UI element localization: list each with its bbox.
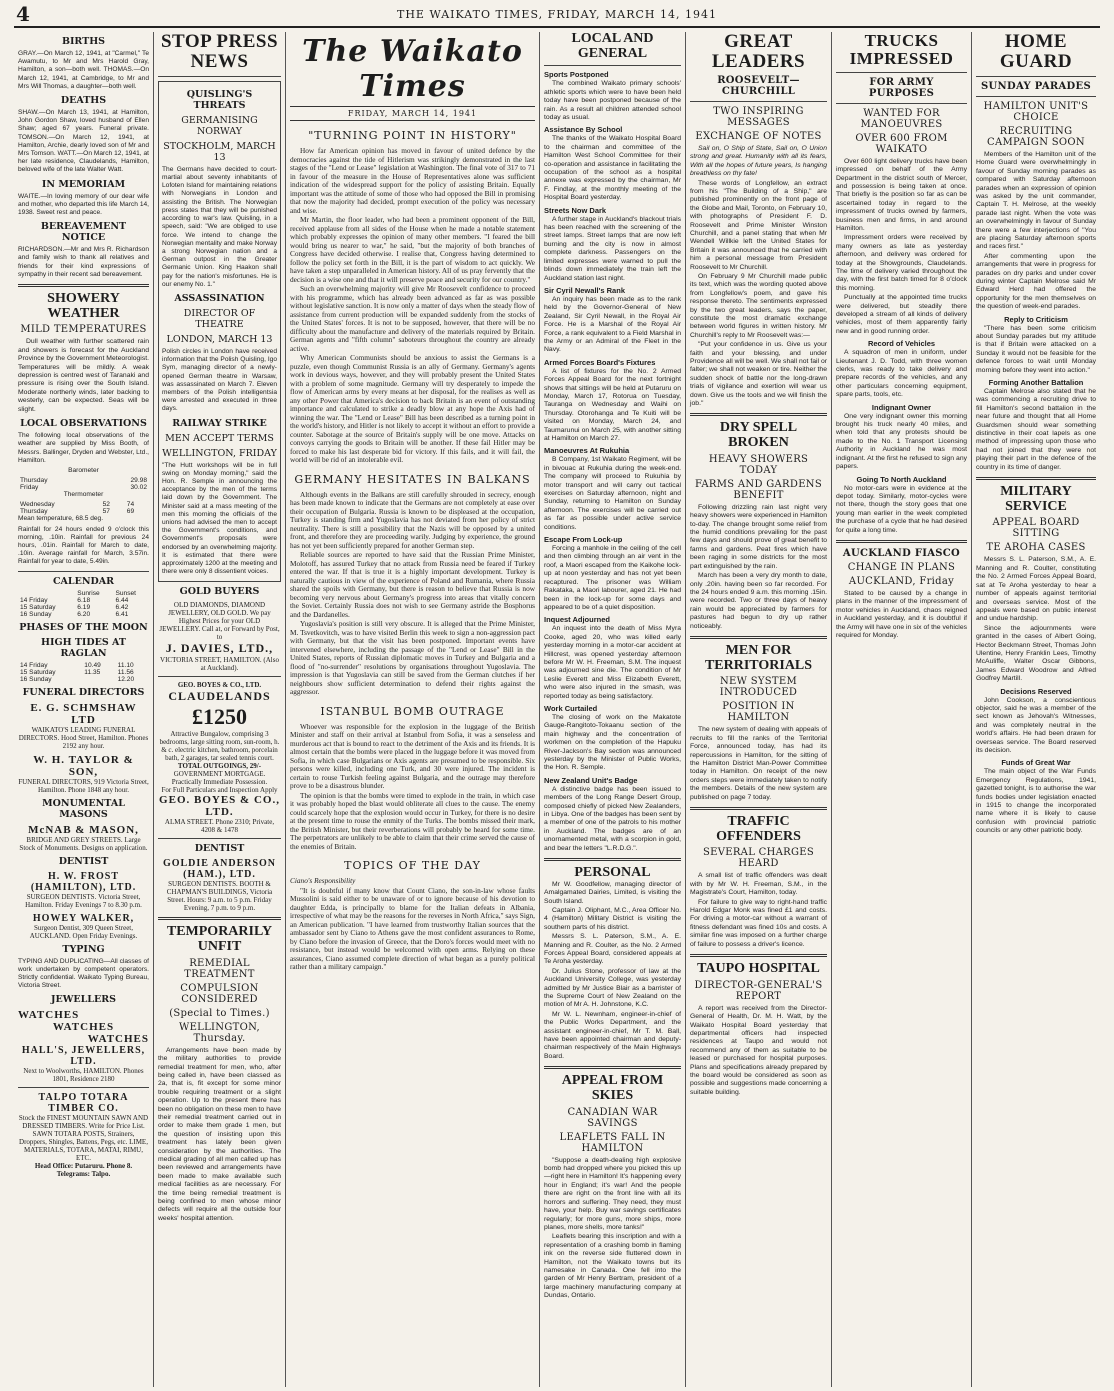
mean-temperature: Mean temperature, 68.5 deg.: [18, 515, 104, 523]
births-text: GRAY.—On March 12, 1941, at "Carmel," Te Awamutu, to Mr and Mrs Harold Gray, Hamilton, a son—both well. THOMAS.—On March 12, 1941, at Cambridge, to Mr and Mrs Will Thomas, a daughter—both well.: [18, 50, 149, 90]
personal-para: Dr. Julius Stone, professor of law at the Auckland University College, was yesterday admitted by Mr Justice Blair as a barrister of the Supreme Court of New Zealand on the motion of Mr A. H. Johnstone, K.C.: [544, 967, 681, 1009]
stop-press-box: [158, 81, 281, 583]
news-item-text: An inquest into the death of Miss Myra Cooke, aged 20, who was killed early yesterday morning in a motor-car accident at Hillcrest, was opened yesterday afternoon before Mr W. H. Freeman, S.M. The inquest was adjourned sine die. The condition of Mr Leslie Everett and Miss Elizabeth Everett, who were also injured in the smash, was reported today as being satisfactory.: [544, 625, 681, 700]
military-service-para: Messrs S. L. Paterson, S.M., A. E. Manning and R. Coulter, constituting the No. 2 Armed Forces Appeal Board, sat at Te Aroha yesterday to hear a number of appeals against territorial and overseas service. Most of the appeals were based on public interest and undue hardship.: [976, 556, 1096, 623]
news-item-text: An inquiry has been made as to the rank held by the Governor-General of New Zealand, Sir Cyril Newall, in the Royal Air Force. He is a Marshal of the Royal Air Force, a rank equivalent to a Field Marshal in the Army or an Admiral of the Fleet in the Navy.: [544, 295, 681, 354]
thermometer-label: Thermometer: [63, 491, 104, 499]
news-item-heading: New Zealand Unit's Badge: [544, 775, 638, 785]
deaths-heading: DEATHS: [60, 95, 107, 107]
news-item-heading: Manoeuvres At Rukuhia: [544, 446, 630, 456]
editorial-1-para: Why American Communists should be anxious to assist the Germans is a puzzle, even though Communist Russia is an ally of Germany. Germany's agents work in devious ways, however, and they will probably present the United States with a problem of some magnitude. Germany will try desperately to impede the flow of American arms by every means at her disposal, for the realises as well as any other Power that America's decision to back Britain is an event of outstanding importance and calculated to strike a deadly blow at any hope the Axis had of winning the war. The "Lend or Lease" Bill has been described as a turning point in the world's history, and Hitler is not likely to accept it without an effort to provide a counter. Sabotage at the source of Britain's supply will be one move. Attacks on convoys carrying the goods to Britain will be another. If these fail Hitler may be forced to make his last desperate bid for victory. If this fails, and it will fail, the world will be rid of an intolerable evil.: [290, 353, 535, 464]
column-editorial: [286, 32, 540, 1387]
column-home-guard: [972, 32, 1100, 1387]
trucks-para: Punctually at the appointed time trucks were delivered, but steadily there developed a stream of all kinds of delivery vehicles, most of them apparently fairly new and in good running order.: [836, 294, 967, 335]
quisling-text: The Germans have decided to court-martial about seventy inhabitants of Lofoten Island for maintaining relations with Norwegians in London and assisting the British. The Norwegian press states that they will be punished according to war's law. Quisling, in a speech, said: "We are obliged to use force. We intend to change the Norwegian mentality and make Norway a strong Norwegian nation and a German outpost in the Greater Germanic Union. King Haakon shall pay for the nation's misfortunes. He is our enemy No. 1.": [162, 165, 277, 288]
tides-heading: HIGH TIDES AT RAGLAN: [41, 636, 126, 659]
editorial-1-para: Mr Martin, the floor leader, who had been a prominent opponent of the Bill, received applause from all sides of the House when he made a notable statement which probably expresses the opinion of many other members. "I feared the bill would bring us nearer to war," he said, "but the majority of both branches of Congress have decided otherwise. I realise that, Congress having determined to follow the policy set forth in the Bill, it is the part of wisdom to act quickly. We have taken a step unparalleled in American history. All of us pray fervently that the decision is a wise one and that it will preserve peace and security for our country.": [290, 215, 535, 284]
home-guard-subhead: SUNDAY PARADES: [981, 80, 1091, 92]
observations-heading: LOCAL OBSERVATIONS: [20, 418, 147, 430]
running-head: [14, 2, 1100, 28]
home-guard-para: Members of the Hamilton unit of the Home Guard were overwhelmingly in favour of Sunday morning parades as compared with Saturday afternoon parades when an expression of opinion was asked by the unit commander, Captain T. H. Melrose, at the weekly parade last night. When the vote was an overwhelmingly in favour of Sunday there were a few interjections of "You are placing Saturday afternoon sports and races first.": [976, 150, 1096, 251]
assassination-heading: ASSASSINATION: [174, 292, 265, 304]
editorial-4-para: "It is doubtful if many know that Count Ciano, the son-in-law whose faults Mussolini is said either to be unaware of or to ignore because of his devotion to daughter Edda, is principally to blame for the Italian defeats in Albania, irrespective of what may be the reasons for the reverses in North Africa," says Sign, an American publication. "I have learned from trustworthy Italian sources that the ambassador sent by Ciano to Athens gave the most confident assurances to Rome, by Ciano before the invasion of Greece, that the Doro's forces would meet with no resistance, but instead would be welcomed with open arms. Relying on these assurances, Ciano assumed complete direction of what began as a purely political rather than a military campaign.": [290, 885, 535, 971]
assassination-dateline: LONDON, MARCH 13: [166, 333, 273, 345]
reply-heading: Reply to Criticism: [1004, 314, 1068, 324]
personal-para: Messrs S. L. Paterson, S.M., A. E. Manning and R. Coulter, as the No. 2 Armed Forces Appeal Board, considered appeals at Te Aroha yesterday.: [544, 933, 681, 966]
dentist-heading: DENTIST: [58, 855, 109, 867]
great-leaders-headline: GREAT LEADERS: [711, 32, 806, 72]
taupo-para: A report was received from the Director-General of Health, Dr. M. H. Watt, by the Waikato Hospital Board yesterday that departmental officers had inspected residences at Taupo and would not recommend any of them as suitable to be leased or purchased for hospital purposes. Plans and specifications already prepared by the board would be considered as soon as possible and suggestions made concerning a suitable building.: [690, 1004, 827, 1096]
great-leaders-para: These words of Longfellow, an extract from his "The Building of a Ship," are published prominently on the front page of the Globe and Mail, Toronto, on February 10, with photographs of President F. D. Roosevelt and Prime Minister Winston Churchill, and a panel stating that when Mr Wendell Willkie left the United States for Britain it was announced that he carried with him a personal message from President Roosevelt to Mr Churchill.: [690, 179, 827, 271]
unfit-dateline: WELLINGTON, Thursday.: [178, 1021, 260, 1044]
editorial-3-para: Whoever was responsible for the explosion in the luggage of the British Minister and staff on their arrival at Istanbul from Sofia, it was a senseless and murderous act that is bound to react to the detriment of the Axis and its friends. It is almost certain that the bombs were placed in the luggage before it was moved from Sofia, in which case Bulgarians or Axis agents are presumed to be responsible. Six persons were killed, including one Turk, and 30 were injured. The incident is certain to rouse Turkish feeling against Bulgaria, and the outrage may therefore prove to be a disastrous blunder.: [290, 721, 535, 790]
editorial-3-heading: ISTANBUL BOMB OUTRAGE: [320, 704, 505, 718]
column-trucks: [832, 32, 972, 1387]
reply-text: "There has been some criticism about Sunday parades but my attitude is that if Britain were attacked on a Sunday it would not be feasible for the defence forces to wait until Monday morning before they went into action.": [976, 324, 1096, 374]
editorial-2-heading: GERMANY HESITATES IN BALKANS: [294, 472, 531, 486]
military-service-subhead-2: TE AROHA CASES: [986, 542, 1086, 554]
memoriam-heading: IN MEMORIAM: [41, 178, 126, 190]
typing-heading: TYPING: [62, 943, 105, 955]
home-guard-para: After commenting upon the arrangements that were in progress for parades on dry parks and under cover during winter Captain Melrose said Mr Edward Herd had offered the opportunity for the men themselves on the question of week-end parades.: [976, 252, 1096, 311]
appeal-subhead-2: LEAFLETS FALL IN HAMILTON: [559, 1131, 666, 1154]
home-guard-subhead-2: HAMILTON UNIT'S CHOICE: [983, 100, 1089, 123]
thermometer-table: Wednesday 52 74 Thursday 57 69: [20, 501, 135, 516]
decisions-heading: Decisions Reserved: [1000, 686, 1072, 696]
news-item-text: A distinctive badge has been issued to members of the Long Range Desert Group, composed chiefly of picked New Zealanders, in Libya. One of the badges has been sent by a member of one of the patrols to his mother in Auckland. The badges are of an unornamented metal, with a scorpion in gold, and bear the letters "L.R.D.G.".: [544, 785, 681, 852]
fiasco-subhead: CHANGE IN PLANS: [847, 561, 956, 573]
bereavement-heading: BEREAVEMENT NOTICE: [40, 221, 127, 244]
news-item-text: The combined Waikato primary schools' athletic sports which were to have been held today have been postponed because of the rain. As a result all children attended school today as usual.: [544, 80, 681, 121]
dentist-ad-2: HOWEY WALKER, Surgeon Dentist, 309 Queen Street, AUCKLAND. Open Friday Evenings.: [29, 912, 138, 940]
personal-headline: PERSONAL: [574, 865, 651, 881]
rainfall-text: Rainfall for 24 hours ended 9 o'clock this morning, .10in. Rainfall for previous 24 hours, .01in. Rainfall for March to date, .10in. Average rainfall for March, 3.57in. Rainfall for year to date, 5.49in.: [18, 525, 149, 566]
masthead: The Waikato Times: [302, 34, 523, 104]
observations-text: The following local observations of the weather are supplied by Miss Booth, of Messrs. Ballinger, Dryden and Webster, Ltd., Hamilton.: [18, 432, 149, 464]
battalion-heading: Forming Another Battalion: [988, 378, 1084, 388]
weather-text: Dull weather with further scattered rain and showers is forecast for the Auckland Province by the Government Meteorologist. Temperatures will be mildly. A weak depression is centred west of Taranaki and pressure is rising over the South Island. Moderate northerly winds, later backing to westerly, can be expected. Seas will be slight.: [18, 338, 149, 413]
unfit-special: (Special to Times.): [169, 1007, 270, 1019]
weather-subhead: MILD TEMPERATURES: [20, 324, 147, 336]
dry-spell-para: Following drizzling rain last night very heavy showers were experienced in Hamilton to-day. The change brought some relief from the humid conditions prevailing for the past few days and should prove of great benefit to farms and gardens. Peat fires which have been raging in some districts for the most part extinguished by the rain.: [690, 503, 827, 570]
trucks-para: Over 600 light delivery trucks have been impressed on behalf of the Army Department in the district south of Mercer, and possession is being taken at once. That briefly is the position so far as can be ascertained today in regard to the impressment of trucks owned by farmers, business men and firms, in and around Hamilton.: [836, 157, 967, 232]
territorials-subhead: NEW SYSTEM INTRODUCED: [719, 676, 798, 699]
dry-spell-headline: DRY SPELL BROKEN: [719, 420, 798, 451]
appeal-headline: APPEAL FROM SKIES: [561, 1073, 664, 1103]
territorials-para: The new system of dealing with appeals of recruits to fill the ranks of the Territorial Force, announced today, has had its repercussions in Hamilton, for the sitting of the Hamilton District Man-Power Committee today in Hamilton. On receipt of the new orders steps were immediately taken to notify the members. Details of the new system are published on page 7 today.: [690, 726, 827, 801]
typing-text: TYPING AND DUPLICATING—All classes of work undertaken by competent operators. Strictly confidential. Waikato Typing Bureau, Victoria Street.: [18, 957, 149, 990]
column-stop-press: [154, 32, 286, 1387]
quisling-dateline: STOCKHOLM, MARCH 13: [163, 140, 276, 163]
editorial-2-para: Reliable sources are reported to have said that the Russian Prime Minister, Molotoff, has assured Turkey that no attack from Russia need be feared if Turkey entered the war. If that is true it is a highly important development. Turkey is naturally cautious in view of the experience of Poland and Rumania, where Russia shared the spoils with Germany, but there is reason to believe that Russia is now becoming very nervous about Germany's progress into areas that vitally concern the Soviet. Certainly Russia does not wish to see Germany astride the Bosphorus and the Dardanelles.: [290, 550, 535, 619]
watches-ad: WATCHES WATCHES WATCHES HALL'S, JEWELLERS, LTD. Next to Woolworths, HAMILTON. Phones 1801, Residence 2180: [18, 1009, 149, 1084]
stop-press-headline: STOP PRESS NEWS: [160, 32, 279, 72]
news-item-heading: Sports Postponed: [544, 70, 609, 80]
dentist-heading-2: DENTIST: [194, 843, 245, 855]
deaths-text: SHAW.—On March 13, 1941, at Hamilton, John Gordon Shaw, loved husband of Ellen Shaw; aged 67 years. Funeral private. TOMSON.—On March 12, 1941, at Hamilton, Archie, dearly loved son of Mr and Mrs Tomson. WATT.—On March 12, 1941, at her late residence, Claudelands, Hamilton, beloved wife of the late Walter Watt.: [18, 109, 149, 174]
funds-text: The main object of the War Funds Emergency Regulations, 1941, gazetted tonight, is to authorise the war funds bodies under legislation enacted in 1915 to change the incorporated name where it is likely to cause confusion with provincial patriotic councils or any other patriotic body.: [976, 768, 1096, 835]
traffic-para: A small list of traffic offenders was dealt with by Mr W. H. Freeman, S.M., in the Magistrate's Court, Hamilton, today.: [690, 872, 827, 897]
news-item-heading: Armed Forces Board's Fixtures: [544, 357, 656, 367]
claudelands-ad: GEO. BOYES & CO., LTD. CLAUDELANDS £1250 Attractive Bungalow, comprising 3 bedrooms, large sitting room, sun-room, h. & c. electric kitchen, bathroom, porcelain bath, 2 garages, tar sealed tennis court. TOTAL OUTGOINGS, 29/- GOVERNMENT MORTGAGE. Practically Immediate Possession. For Full Particulars and Inspection Apply GEO. BOYES & CO., LTD. ALMA STREET. Phone 2310; Private, 4208 & 1478: [159, 681, 280, 835]
funeral-heading: FUNERAL DIRECTORS: [22, 686, 145, 698]
territorials-headline: MEN FOR TERRITORIALS: [704, 642, 813, 673]
decisions-text: John Cookson, a conscientious objector, said he was a member of the sect known as Jehovah's Witnesses, and was completely neutral in the world's affairs. He had been drawn for overseas service. The Board reserved its decision.: [976, 696, 1096, 754]
editorial-2-para: Although events in the Balkans are still carefully shrouded in secrecy, enough has been made known to indicate that the Germans are not completely at ease over their occupation of Bulgaria. Russia is known to be displeased at the occupation, Turkey is standing firm and Yugoslavia has not deviated from her policy of strict neutrality. There is still a possibility that the Nazis will be opposed by a united front, and therefore they are proceeding warily. Judging by experience, the ground has not yet been sufficiently prepared for another German step.: [290, 489, 535, 550]
great-leaders-para: Sail on, O Ship of State, Sail on, O Union strong and great. Humanity with all its fears, With all the hopes of future years, Is hanging breathless on thy fate!: [690, 144, 827, 178]
record-text: A squadron of men in uniform, under Lieutenant J. D. Todd, with three women clerks, was ready to take delivery and prepare records of the vehicles, and any other particulars concerning equipment, spare parts, tools, etc.: [836, 349, 967, 399]
funds-heading: Funds of Great War: [1001, 758, 1071, 768]
news-item-text: The closing of work on the Makatote Gauge-Rangitoto-Tokaanu section of the main highway and the concentration of workmen on the completion of the Hapuku River-Jackson's Bay section was announced yesterday by the Minister of Public Works, the Hon. R. Semple.: [544, 713, 681, 772]
bereavement-text: RICHARDSON.—Mr and Mrs R. Richardson and family wish to thank all relatives and friends for their kind expressions of sympathy in their recent sad bereavement.: [18, 246, 149, 278]
barometer-label: Barometer: [68, 466, 99, 474]
home-guard-headline: HOME GUARD: [999, 32, 1073, 72]
traffic-subhead: SEVERAL CHARGES HEARD: [702, 847, 814, 870]
fiasco-text: Stated to be caused by a change in plans in the manner of the impressment of motor vehicles in Auckland, chaos reigned in Auckland yesterday, and it is doubtful if the Army will have one in six of the vehicles required for Monday.: [836, 589, 967, 639]
unfit-subhead-2: COMPULSION CONSIDERED: [180, 982, 259, 1005]
battalion-text: Captain Melrose also stated that he was commencing a recruiting drive to fill Hamilton's second battalion in the near future and thought that all Home Guardsmen should wear something distinctive in their coat lapels as one method of impressing upon those who had not joined that they were not playing their part in the defence of the country in its time of danger.: [976, 388, 1096, 471]
news-item-heading: Streets Now Dark: [544, 205, 607, 215]
news-item-text: A further stage in Auckland's blackout trials has been reached with the screening of the street lamps. Street lamps that are now left burning and the city is now in almost complete darkness. Passengers on the limited expresses were warned to pull the blinds down immediately the train left the Auckland station last night.: [544, 215, 681, 282]
strike-dateline: WELLINGTON, FRIDAY: [162, 447, 277, 459]
editorial-1-heading: "TURNING POINT IN HISTORY": [308, 129, 517, 142]
north-auckland-text: No motor-cars were in evidence at the depot today. Similarly, motor-cycles were not there, though the story goes that one young man earlier in the week completed the purchase of a cycle that he had desired for quite a long time.: [836, 484, 967, 534]
column-local-general: [540, 32, 686, 1387]
appeal-para: "Suppose a death-dealing high explosive bomb had dropped where you picked this up—right here in Hamilton! It's happening every hour in England; it's war! And the people there are right on the front line with all its horrors and suffering. They need, they must have, your help. Buy war savings certificates regularly; for more guns, more ships, more planes, more shells, more tanks!": [544, 1156, 681, 1231]
news-item-heading: Escape From Lock-up: [544, 535, 623, 545]
memoriam-text: WAITE.—In loving memory of our dear wife and mother, who departed this life March 14, 1938. Sweet rest and peace.: [18, 192, 149, 217]
editorial-1-para: How far American opinion has moved in favour of united defence by the democracies against the tide of Hitlerism was strikingly demonstrated in the last stages of the "Lend or Lease" legislation at Washington. The final vote of 317 to 71 in favour of the measure in the House of Representatives alone was sufficient indication of the widespread support for the policy of assisting Britain. Equally important was the attitude of some of those who had opposed the Bill in promising that now the majority had decided, prompt execution of the policy was necessary and wise.: [290, 146, 535, 215]
assassination-text: Polish circles in London have received information that the Polish Quisling, Igo Sym, managing director of a newly-opened German theatre in Warsaw, was assassinated on March 7. Eleven members of the Polish intelligentsia were arrested and executed in three days.: [162, 347, 277, 413]
editorial-4-subhead: Ciano's Responsibility: [290, 876, 356, 885]
calendar-table: Sunrise Sunset 14 Friday 6.18 6.44 15 Saturday 6.19 6.42 16 Sunday 6.20 6.41: [20, 589, 136, 618]
editorial-1-para: Such an overwhelming majority will give Mr Roosevelt confidence to proceed with his programme, which has already been advanced as far as was possible without legislative sanction. It is now only a matter of days when the steady flow of assistance from current production will be expanded suddenly from the stocks of the United States' forces. It is not to be supposed, however, that there will be no difficulty about the manufacture and delivery of the materials required by Britain. German agents and "fifth column" saboteurs throughout the country are already active.: [290, 284, 535, 353]
taupo-subhead: DIRECTOR-GENERAL'S REPORT: [694, 979, 823, 1002]
home-guard-subhead-3: RECRUITING CAMPAIGN SOON: [987, 125, 1085, 148]
page-number: 4: [16, 2, 30, 26]
fiasco-heading: AUCKLAND FIASCO: [842, 547, 961, 559]
trucks-para: Impressment orders were received by many owners as late as yesterday afternoon, and delivery was ordered for today at the Showgrounds, Claudelands. The time of delivery varied throughout the day, with the first batch timed for 8 o'clock this morning.: [836, 234, 967, 292]
editorial-2-para: Yugoslavia's position is still very obscure. It is alleged that the Prime Minister, M. Tsvetkovitch, was to have visited Berlin this week to sign a non-aggression pact with Germany, but that the visit has been postponed. Important events have intervened elsewhere, including the passage of the "Lend or Lease" Bill in the United States, reports of Russian diplomatic moves in Turkey and Bulgaria and a flood of "no-surrender" resolutions by organisations throughout Yugoslavia. The impression is that Yugoslavia can still be saved from the German clutches if her neighbours show sufficient determination to defend their rights against the aggressor.: [290, 619, 535, 696]
funeral-ad-2: W. H. TAYLOR & SON, FUNERAL DIRECTORS, 919 Victoria Street, Hamilton. Phone 1848 any hour.: [18, 753, 149, 794]
indignant-text: One very indignant owner this morning brought his truck nearly 40 miles, and when told that any protests should be made to the No. 1 Transport Licensing Authority in Auckland he was most indignant. At the first he refused to sign any papers.: [836, 412, 967, 471]
dry-spell-subhead-2: FARMS AND GARDENS BENEFIT: [694, 478, 822, 501]
military-service-headline: MILITARY SERVICE: [1000, 484, 1072, 514]
news-item-heading: Work Curtailed: [544, 703, 598, 713]
quisling-heading: QUISLING'S THREATS: [186, 88, 253, 111]
strike-heading: RAILWAY STRIKE: [172, 417, 267, 429]
strike-text: "The Hutt workshops will be in full swing on Monday morning," said the Hon. R. Semple in announcing the acceptance by the men of the terms laid down by the Government. The Minister said at a mass meeting of the men this morning the officials of the unions had advised the men to accept the Government's conditions, and Government's proposals were endorsed by an overwhelming majority. It is estimated that there were approximately 1200 at the meeting and there were only 8 dissentient voices.: [162, 461, 277, 576]
personal-para: Mr W. Goodfellow, managing director of Amalgamated Dairies, Limited, is visiting the South Island.: [544, 880, 681, 905]
news-item-heading: Sir Cyril Newall's Rank: [544, 285, 625, 295]
dry-spell-subhead: HEAVY SHOWERS TODAY: [708, 453, 809, 476]
tides-table: 14 Friday 10.49 11.10 15 Saturday 11.35 11.56 16 Sunday 12.20: [20, 661, 135, 683]
unfit-text: Arrangements have been made by the military authorities to provide remedial treatment for men, who, after being called in, have been classed as 2a, that is, fit except for some minor trouble requiring treatment or a slight operation. Up to the present there has been no obligation on these men to have their remedial treatment carried out in order to make them grade 1 men, but the question of insisting upon this treatment has lately been given consideration by the authorities. The medical grading of all men called up has been reviewed and arrangements have been made to make available such medical facilities as are necessary. For the time being remedial treatment is being confined to men whose minor defects will require all the outside four weeks' hospital attention.: [158, 1046, 281, 1222]
traffic-headline: TRAFFIC OFFENDERS: [716, 813, 801, 844]
appeal-subhead: CANADIAN WAR SAVINGS: [567, 1106, 658, 1129]
column-notices: [14, 32, 154, 1387]
territorials-subhead-2: POSITION IN HAMILTON: [722, 701, 795, 724]
news-item-text: A list of fixtures for the No. 2 Armed Forces Appeal Board for the next fortnight shows that sittings will be held at Putaruru on Monday, March 17, Rotorua on Tuesday, Tauranga on Wednesday and Waihi on Thursday. Otorohanga and Te Kuiti will be visited on Monday, March 24, and Taumarunui on March 25, with another sitting at Hamilton on March 27.: [544, 367, 681, 442]
gold-ad: OLD DIAMONDS, DIAMOND JEWELLERY, OLD GOLD. We pay Highest Prices for your OLD JEWELLERY. Call at, or Forward by Post, to J. DAVIES, LTD., VICTORIA STREET, HAMILTON. (Also at Auckland).: [159, 601, 280, 673]
calendar-heading: CALENDAR: [52, 575, 115, 587]
great-leaders-subhead-2: TWO INSPIRING MESSAGES: [713, 105, 804, 128]
military-service-para: Since the adjournments were granted in the cases of Albert Going, Hector Beckmann Street, Thomas John Ulentine, Henry Franklin Lees, Timothy McAuliffe, Walter Oscar Gibbons, James Edward Woodrow and Alfred Godfrey Martill.: [976, 624, 1096, 683]
running-title: THE WAIKATO TIMES, FRIDAY, MARCH 14, 1941: [397, 8, 717, 21]
jewellers-heading: JEWELLERS: [50, 994, 116, 1006]
moon-heading: PHASES OF THE MOON: [19, 621, 148, 633]
barometer-table: Thursday 29.98 Friday 30.02: [20, 477, 147, 492]
dentist-ad: H. W. FROST (HAMILTON), LTD. SURGEON DENTISTS. Victoria Street, Hamilton. Friday Evenings 7 to 8.30 p.m.: [25, 870, 142, 909]
local-general-headline: LOCAL AND GENERAL: [571, 32, 654, 61]
trucks-headline: TRUCKS IMPRESSED: [849, 32, 954, 68]
news-item-heading: Assistance By School: [544, 125, 623, 135]
indignant-heading: Indignant Owner: [871, 402, 932, 412]
news-item-text: The thanks of the Waikato Hospital Board to the chairman and committee of the Hamilton West School Committee for their co-operation and assistance in facilitating the occupation of the school as a hospital annexe was expressed by the chairman, Mr F. Findlay, at the monthly meeting of the Hospital Board yesterday.: [544, 135, 681, 202]
unfit-subhead: REMEDIAL TREATMENT: [184, 957, 255, 980]
funeral-ad-1: E. G. SCHMSHAW LTD WAIKATO'S LEADING FUNERAL DIRECTORS. Hood Street, Hamilton. Phones 2192 any hour.: [18, 701, 149, 750]
trucks-subhead: FOR ARMY PURPOSES: [868, 76, 935, 99]
editorial-dateline: FRIDAY, MARCH 14, 1941: [290, 106, 535, 121]
editorial-3-para: The opinion is that the bombs were timed to explode in the train, in which case it was probably hoped the blast would obliterate all clues to the cause. The enemy could scarcely hope that the explosion would occur in Turkey, for there is no desire at the present time to rouse the enmity of the Turks. The bombs missed their mark, the British Minister, but their reverberations will probably be heard for some time. The perpetrators are unlikely to be able to claim that their crime served the cause of the enemies of Britain.: [290, 790, 535, 851]
column-great-leaders: [686, 32, 832, 1387]
weather-headline: SHOWERY WEATHER: [47, 291, 120, 321]
trucks-subhead-3: OVER 600 FROM WAIKATO: [855, 132, 948, 155]
taupo-headline: TAUPO HOSPITAL: [697, 961, 820, 976]
military-service-subhead: APPEAL BOARD SITTING: [992, 517, 1080, 540]
gold-heading: GOLD BUYERS: [179, 586, 260, 598]
monumental-ad: McNAB & MASON, BRIDGE AND GREY STREETS. Large Stock of Monuments. Designs on application.: [19, 823, 148, 852]
monumental-heading: MONUMENTAL MASONS: [42, 797, 125, 820]
goldie-ad: GOLDIE ANDERSON (HAM.), LTD. SURGEON DENTISTS. BOOTH & CHAPMAN'S BUILDINGS, Victoria Street. Hours: 9 a.m. to 5 p.m. Friday Evening, 7 p.m. to 9 p.m.: [162, 858, 277, 913]
news-item-text: Forcing a manhole in the ceiling of the cell and then climbing through an air vent in the roof, a Maori escaped from the Kaikohe lock-up at noon yesterday and has not yet been recaptured. The prisoner was William Rakataka, a Maori labourer, aged 21. He had been in the lock-up for some days and appeared to be of a quiet disposition.: [544, 545, 681, 611]
trucks-subhead-2: WANTED FOR MANOEUVRES: [860, 107, 943, 130]
appeal-para: Leaflets bearing this inscription and with a representation of a crashing bomb in flaming ink on the reverse side fluttered down in Hamilton, not the Waikato towns but its namesake in Canada. One fell into the garden of Mr Henry Bertram, president of a large machinery manufacturing company at Dundas, Ontario.: [544, 1233, 681, 1300]
news-item-heading: Inquest Adjourned: [544, 615, 610, 625]
strike-subhead: MEN ACCEPT TERMS: [165, 432, 274, 444]
great-leaders-subhead: ROOSEVELT—CHURCHILL: [717, 74, 800, 97]
north-auckland-heading: Going To North Auckland: [856, 474, 947, 484]
great-leaders-para: "Put your confidence in us. Give us your faith and your blessing, and under Providence all will be well. We shall not fail or falter; we shall not weaken or tire. Neither the sudden shock of battle nor the long-drawn trials of vigilance and exertion will wear us down. Give us the tools and we will finish the job.": [690, 341, 827, 408]
news-item-text: B Company, 1st Waikato Regiment, will be in bivouac at Rukuhia during the week-end. The company will proceed to Rukuhia by motor transport and will carry out tactical exercises on Saturday afternoon, night and Sunday, returning to Hamilton on Sunday afternoon. The exercises will be carried out as far as possible under active service conditions.: [544, 456, 681, 531]
timber-ad: TALPO TOTARA TIMBER CO. Stock the FINEST MOUNTAIN SAWN AND DRESSED TIMBERS. Write for Price List. SAWN TOTARA POSTS, Strainers, Droppers, Shingles, Battens, Pegs, etc. LIME, MATERIALS, TOTARA, MATAI, RIMU, ETC. Head Office: Putaruru. Phone 8. Telegrams: Talpo.: [18, 1092, 149, 1179]
fiasco-dateline: AUCKLAND, Friday: [848, 575, 955, 587]
personal-para: Mr W. L. Newnham, engineer-in-chief of the Public Works Department, and the assistant engineer-in-chief, Mr T. M. Ball, have been appointed chairman and deputy-chairman respectively of the Main Highways Board.: [544, 1010, 681, 1060]
dry-spell-para: March has been a very dry month to date, only .20in. having been so far recorded. For the 24 hours ended 9 a.m. this morning .15in. were recorded. Two or three days of heavy rain would be appreciated by farmers for pastures had begun to dry up rather noticeably.: [690, 572, 827, 630]
assassination-subhead: DIRECTOR OF THEATRE: [183, 307, 256, 330]
traffic-para: For failure to give way to right-hand traffic Harold Edgar Monk was fined £1 and costs. For driving a motor-car without a warrant of fitness defendant was fined 10s and costs. A similar fine was imposed on a further charge of failure to possess a driver's licence.: [690, 898, 827, 948]
great-leaders-para: On February 9 Mr Churchill made public its text, which was the wording quoted above from Longfellow's poem, and gave his response thereto. The sentiments expressed by the two great leaders, says the paper, constitute the most dramatic exchange between world figures in written history. Mr Churchill's reply to Mr Roosevelt was:—: [690, 272, 827, 339]
births-heading: BIRTHS: [61, 36, 106, 47]
great-leaders-subhead-3: EXCHANGE OF NOTES: [695, 130, 822, 142]
record-heading: Record of Vehicles: [867, 339, 936, 349]
quisling-subhead: GERMANISING NORWAY: [181, 114, 258, 137]
unfit-headline: TEMPORARILY UNFIT: [166, 924, 273, 955]
editorial-4-heading: TOPICS OF THE DAY: [344, 859, 481, 872]
personal-para: Captain J. Oliphant, M.C., Area Officer No. 4 (Hamilton) Military District is visiting the southern parts of his district.: [544, 906, 681, 931]
